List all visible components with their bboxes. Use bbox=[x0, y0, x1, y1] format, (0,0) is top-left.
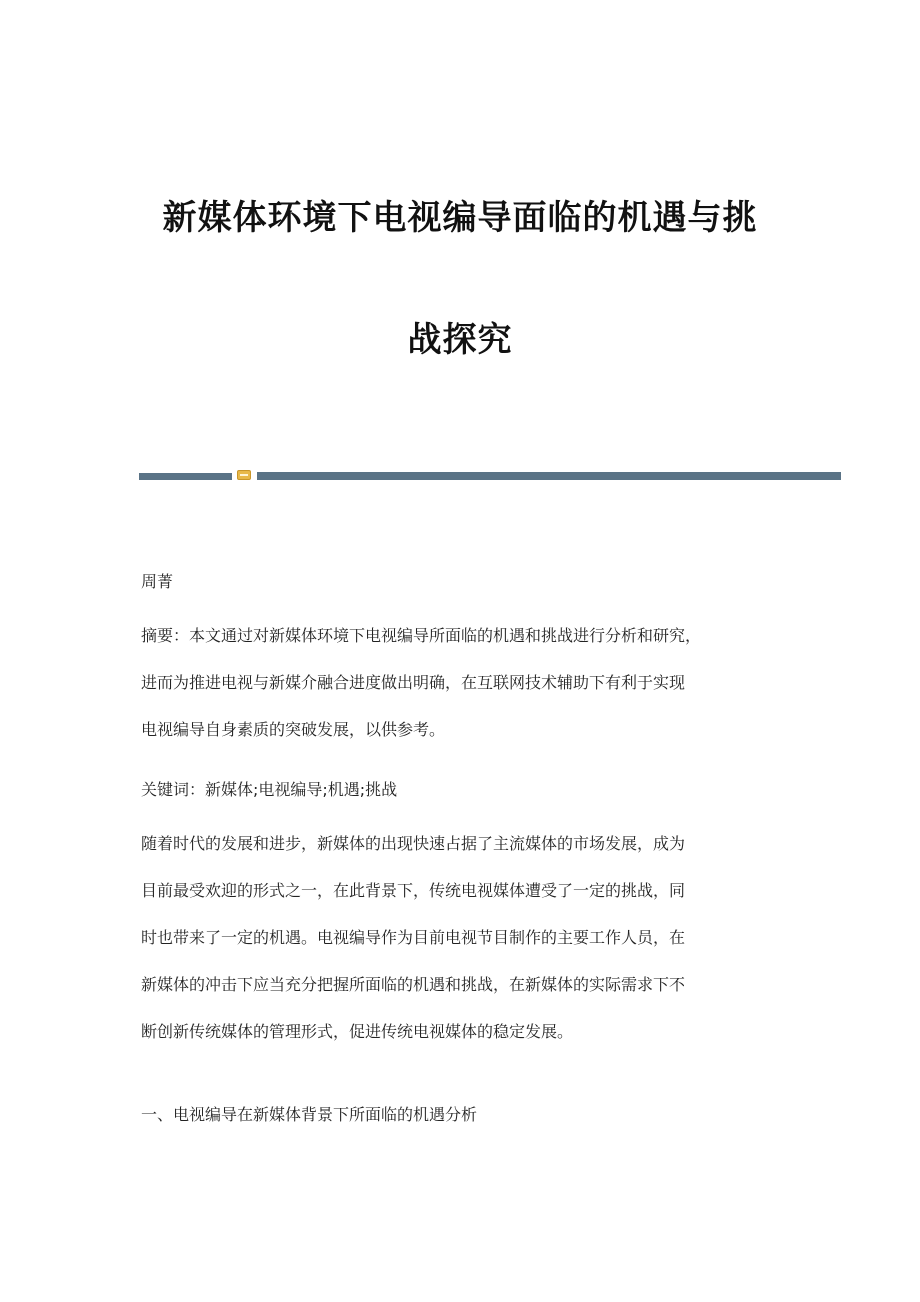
body-line: 新媒体的冲击下应当充分把握所面临的机遇和挑战，在新媒体的实际需求下不 bbox=[141, 975, 686, 994]
document-title-line-2: 战探究 bbox=[407, 320, 513, 360]
body-paragraph bbox=[141, 820, 801, 1055]
body-line: 断创新传统媒体的管理形式，促进传统电视媒体的稳定发展。 bbox=[141, 1022, 574, 1041]
abstract bbox=[141, 612, 801, 753]
abstract-line: 进而为推进电视与新媒介融合进度做出明确，在互联网技术辅助下有利于实现 bbox=[141, 673, 686, 692]
document-title-line-1: 新媒体环境下电视编导面临的机遇与挑 bbox=[162, 198, 758, 238]
divider-bar-left bbox=[139, 473, 232, 480]
body-line: 目前最受欢迎的形式之一，在此背景下，传统电视媒体遭受了一定的挑战，同 bbox=[141, 881, 686, 900]
body-line: 随着时代的发展和进步，新媒体的出现快速占据了主流媒体的市场发展，成为 bbox=[141, 834, 686, 853]
title-divider bbox=[139, 469, 841, 481]
section-heading: 一、电视编导在新媒体背景下所面临的机遇分析 bbox=[141, 1105, 478, 1124]
body-line: 时也带来了一定的机遇。电视编导作为目前电视节目制作的主要工作人员，在 bbox=[141, 928, 686, 947]
author-name: 周菁 bbox=[141, 572, 174, 591]
divider-bar-right bbox=[257, 472, 841, 480]
divider-emblem-icon bbox=[237, 470, 251, 480]
abstract-line: 电视编导自身素质的突破发展，以供参考。 bbox=[141, 720, 446, 739]
abstract-line: 摘要：本文通过对新媒体环境下电视编导所面临的机遇和挑战进行分析和研究， bbox=[141, 626, 702, 645]
keywords: 关键词：新媒体;电视编导;机遇;挑战 bbox=[141, 780, 398, 799]
